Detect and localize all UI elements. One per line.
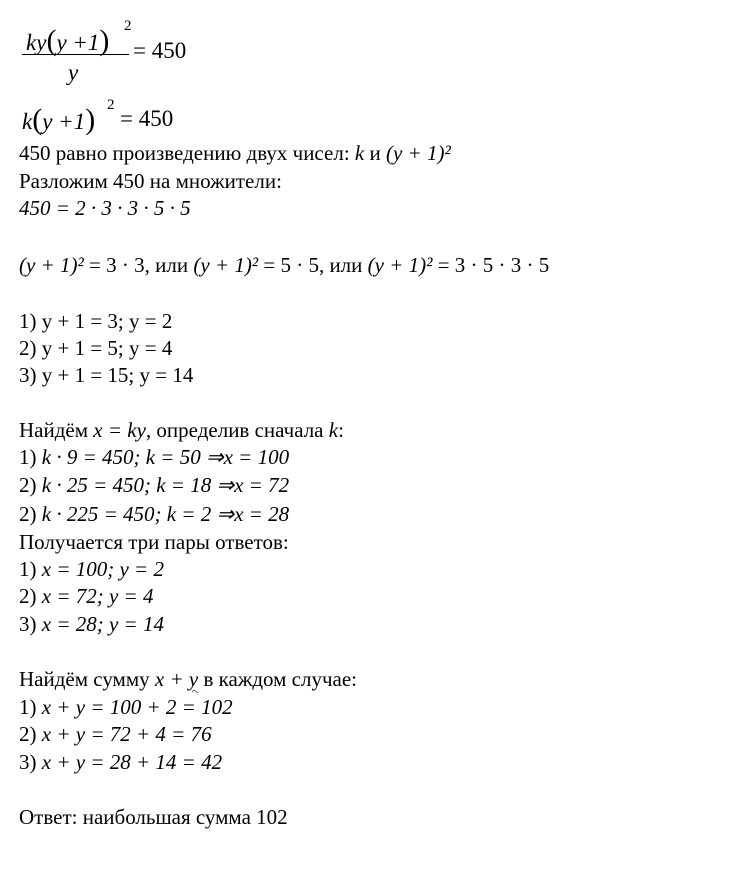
left-paren: ( xyxy=(32,103,43,136)
fraction-numerator xyxy=(26,24,109,58)
sum-case-2: 2) x + y = 72 + 4 = 76 xyxy=(19,722,212,746)
y-case-2: 2) y + 1 = 5; y = 4 xyxy=(19,336,173,360)
fraction-bar xyxy=(22,54,129,55)
numerator-y: y xyxy=(36,30,47,55)
statement-line: 450 равно произведению двух чисел: k и (y + 1)² xyxy=(19,141,451,165)
right-paren: ) xyxy=(99,24,110,57)
sum-heading: Найдём сумму x + y в каждом случае: xyxy=(19,667,357,691)
find-x-heading: Найдём x = ky, определив сначала k: xyxy=(19,418,344,442)
final-answer: Ответ: наибольшая сумма 102 xyxy=(19,805,288,829)
left-paren: ( xyxy=(46,24,57,57)
square-options-line: (y + 1)² = 3 · 3, или (y + 1)² = 5 · 5, или (y + 1)² = 3 · 5 · 3 · 5 xyxy=(19,253,550,277)
pair-2: 2) x = 72; y = 4 xyxy=(19,584,154,608)
factorization-line: 450 = 2 · 3 · 3 · 5 · 5 xyxy=(19,196,191,220)
pairs-heading: Получается три пары ответов: xyxy=(19,530,289,554)
k-case-2: 2) k · 25 = 450; k = 18 ⇒x = 72 xyxy=(19,473,290,497)
y-case-3: 3) y + 1 = 15; y = 14 xyxy=(19,363,194,387)
product-paren-inner: y +1 xyxy=(42,109,86,134)
sum-case-1: 1) x + y = 100 + 2 = 102 xyxy=(19,695,233,719)
k-case-1: 1) k · 9 = 450; k = 50 ⇒x = 100 xyxy=(19,445,290,469)
factorize-heading: Разложим 450 на множители: xyxy=(19,169,282,193)
spellcheck-underlined-y: y xyxy=(188,667,199,691)
right-paren: ) xyxy=(85,103,96,136)
fraction-rhs: = 450 xyxy=(133,38,187,63)
product-lhs xyxy=(22,103,95,137)
pair-1: 1) x = 100; y = 2 xyxy=(19,557,164,581)
product-rhs: = 450 xyxy=(120,106,174,131)
y-case-1: 1) y + 1 = 3; y = 2 xyxy=(19,309,173,333)
product-k: k xyxy=(22,109,33,134)
numerator-k: k xyxy=(26,30,37,55)
k-case-3: 2) k · 225 = 450; k = 2 ⇒x = 28 xyxy=(19,502,290,526)
numerator-exponent: 2 xyxy=(124,18,132,34)
numerator-paren-inner: y +1 xyxy=(56,30,100,55)
sum-case-3: 3) x + y = 28 + 14 = 42 xyxy=(19,750,223,774)
pair-3: 3) x = 28; y = 14 xyxy=(19,612,164,636)
product-exponent: 2 xyxy=(107,97,115,113)
fraction-denominator: y xyxy=(68,60,79,85)
